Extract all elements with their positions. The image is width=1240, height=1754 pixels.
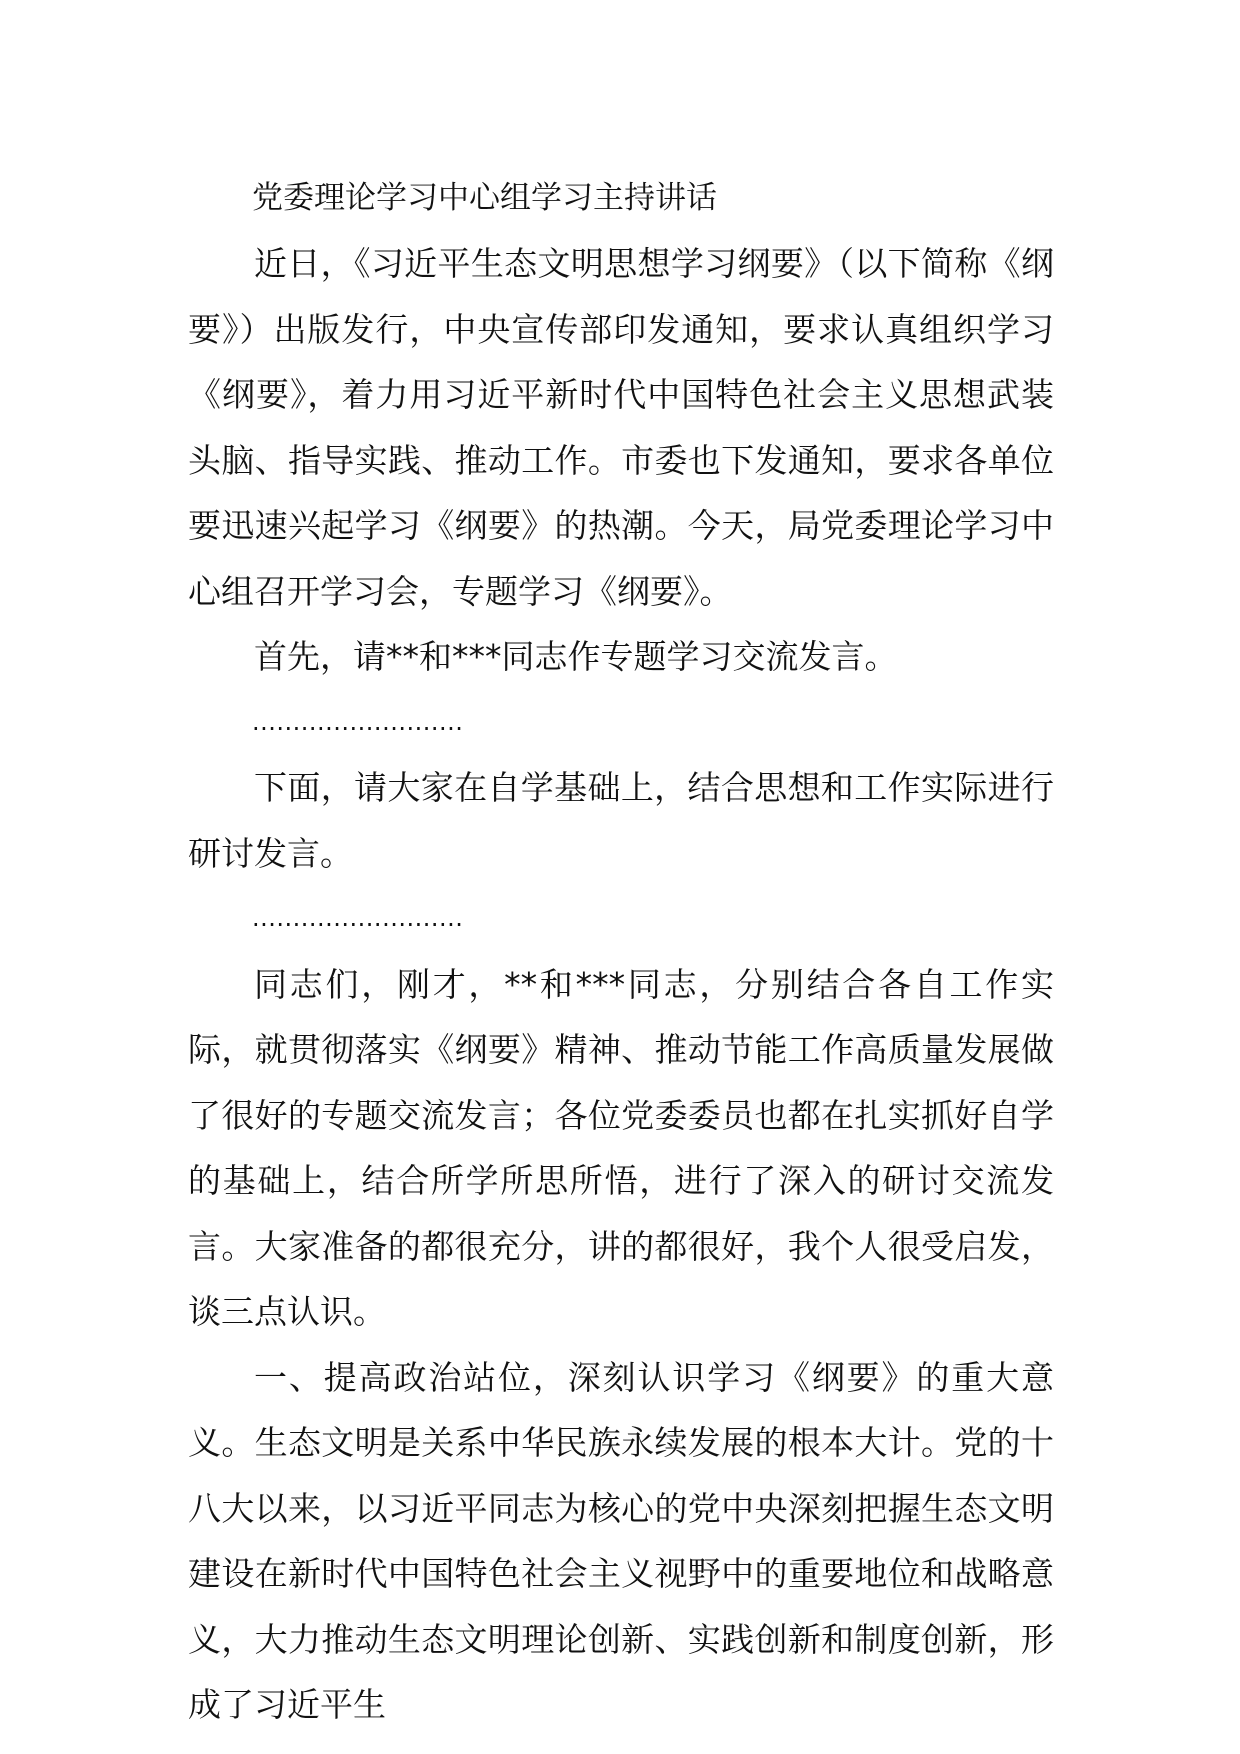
paragraph-summary: 同志们，刚才，**和***同志，分别结合各自工作实际，就贯彻落实《纲要》精神、推动节能工作高质量发展做了很好的专题交流发言；各位党委委员也都在扎实抓好自学的基础上，结合所学所思所悟，进行了深入的研讨交流发言。大家准备的都很充分，讲的都很好，我个人很受启发，谈三点认识。 (188, 964, 1054, 1331)
ellipsis-separator: .......................... (252, 707, 464, 736)
paragraph-first-speakers: 首先，请**和***同志作专题学习交流发言。 (254, 637, 898, 676)
ellipsis-separator: .......................... (252, 904, 464, 932)
paragraph-intro: 近日，《习近平生态文明思想学习纲要》（以下简称《纲要》）出版发行，中央宣传部印发通知，要求认真组织学习《纲要》，着力用习近平新时代中国特色社会主义思想武装头脑、指导实践、推动工作。市委也下发通知，要求各单位要迅速兴起学习《纲要》的热潮。今天，局党委理论学习中心组召开学习会，专题学习《纲要》。 (188, 244, 1054, 611)
document-title: 党委理论学习中心组学习主持讲话 (252, 180, 717, 216)
paragraph-point-one: 一、提高政治站位，深刻认识学习《纲要》的重大意义。生态文明是关系中华民族永续发展的根本大计。党的十八大以来，以习近平同志为核心的党中央深刻把握生态文明建设在新时代中国特色社会主义视野中的重要地位和战略意义，大力推动生态文明理论创新、实践创新和制度创新，形成了习近平生 (188, 1357, 1054, 1724)
paragraph-discussion: 下面，请大家在自学基础上，结合思想和工作实际进行研讨发言。 (188, 768, 1054, 873)
document-body (188, 166, 1054, 1738)
